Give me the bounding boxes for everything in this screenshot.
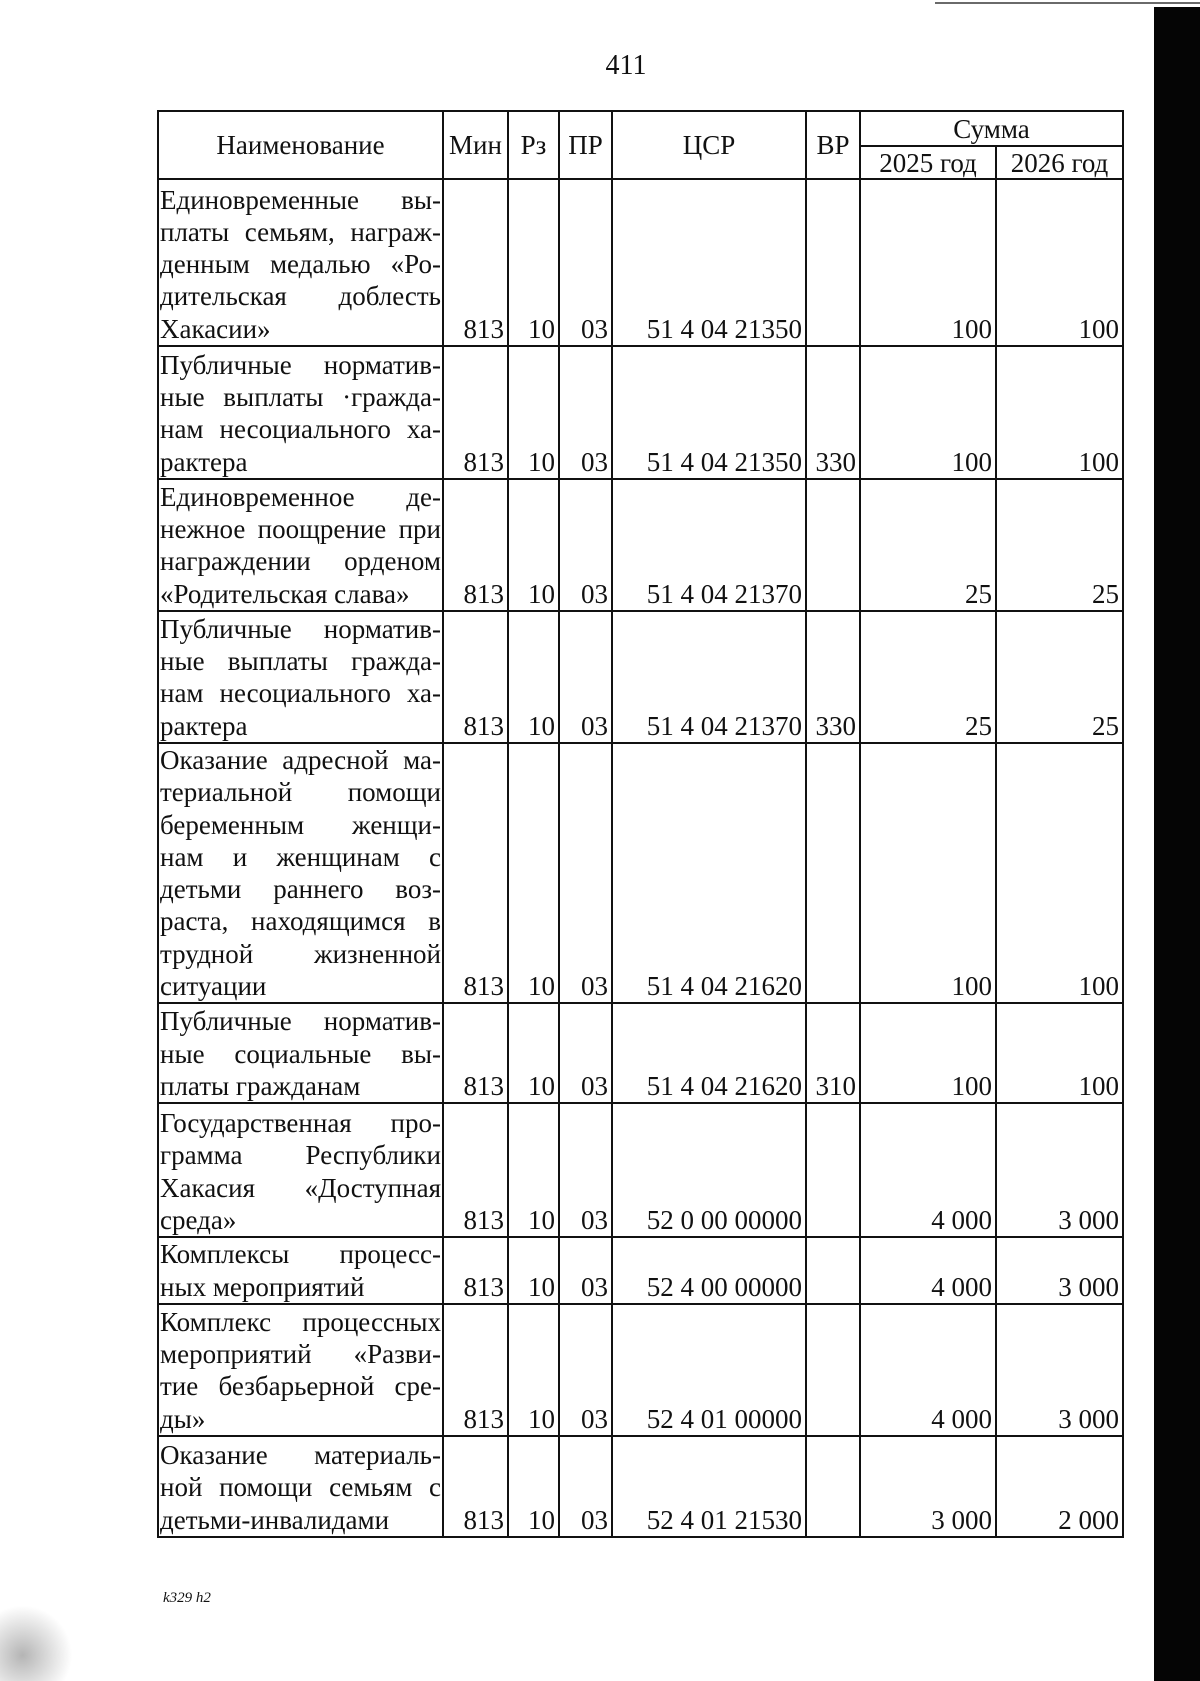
budget-table: [157, 110, 1124, 1538]
vr-cell: [806, 743, 860, 1003]
name-line: Оказание адресной ма-: [160, 745, 441, 775]
name-line: Публичные норматив-: [160, 613, 441, 644]
rz-cell: 10: [508, 1003, 559, 1103]
pr-cell: 03: [559, 743, 612, 1003]
name-cell: [158, 1103, 443, 1237]
pr-cell: 03: [559, 479, 612, 611]
name-line: детьми-инвалидами: [160, 1504, 390, 1535]
name-line: нежное поощрение при: [160, 514, 441, 545]
pr-cell: 03: [559, 1003, 612, 1103]
table-row: [158, 346, 1123, 479]
name-line: среда»: [160, 1205, 237, 1236]
footer-code: k329 h2: [163, 1590, 211, 1606]
amount-2025-cell: 3 000: [860, 1436, 996, 1537]
csr-cell: 51 4 04 21370: [612, 479, 806, 611]
name-cell: [158, 1436, 443, 1537]
header-name: Наименование: [158, 111, 443, 179]
name-line: ной помощи семьям с: [160, 1472, 441, 1503]
name-line: платы гражданам: [160, 1071, 361, 1102]
header-rz: Рз: [508, 111, 559, 179]
amount-2025-cell: 25: [860, 611, 996, 743]
rz-cell: 10: [508, 346, 559, 479]
header-pr: ПР: [559, 111, 612, 179]
csr-cell: 52 4 01 21530: [612, 1436, 806, 1537]
header-row: [158, 111, 1123, 146]
csr-cell: 52 0 00 00000: [612, 1103, 806, 1237]
csr-cell: 51 4 04 21350: [612, 346, 806, 479]
name-line: Комплексы процесс-: [160, 1239, 441, 1270]
amount-2026-cell: 100: [996, 346, 1123, 479]
vr-cell: [806, 1436, 860, 1537]
amount-2026-cell: 25: [996, 611, 1123, 743]
pr-cell: 03: [559, 179, 612, 346]
min-cell: 813: [443, 1103, 508, 1237]
pr-cell: 03: [559, 346, 612, 479]
amount-2025-cell: 100: [860, 743, 996, 1003]
name-cell: [158, 1304, 443, 1436]
table-body: [158, 179, 1123, 1537]
name-line: ды»: [160, 1403, 206, 1434]
table-row: [158, 1304, 1123, 1436]
table-row: [158, 1436, 1123, 1537]
pr-cell: 03: [559, 611, 612, 743]
name-line: Комплекс процессных: [160, 1306, 441, 1337]
table-row: [158, 743, 1123, 1003]
table-row: [158, 479, 1123, 611]
pr-cell: 03: [559, 1237, 612, 1304]
name-line: ных мероприятий: [160, 1271, 365, 1302]
table-row: [158, 1003, 1123, 1103]
name-line: беременным женщи-: [160, 809, 441, 840]
name-cell: [158, 1237, 443, 1304]
name-line: нам и женщинам с: [160, 841, 441, 872]
amount-2026-cell: 3 000: [996, 1103, 1123, 1237]
name-line: «Родительская слава»: [160, 578, 410, 609]
table-row: [158, 1237, 1123, 1304]
pr-cell: 03: [559, 1436, 612, 1537]
csr-cell: 51 4 04 21620: [612, 1003, 806, 1103]
header-csr: ЦСР: [612, 111, 806, 179]
rz-cell: 10: [508, 743, 559, 1003]
header-vr: ВР: [806, 111, 860, 179]
name-line: Единовременные вы-: [160, 184, 441, 215]
min-cell: 813: [443, 346, 508, 479]
vr-cell: [806, 1237, 860, 1304]
amount-2026-cell: 100: [996, 743, 1123, 1003]
name-line: раста, находящимся в: [160, 906, 441, 937]
rz-cell: 10: [508, 1436, 559, 1537]
name-line: Публичные норматив-: [160, 349, 441, 380]
amount-2026-cell: 100: [996, 179, 1123, 346]
name-line: денным медалью «Ро-: [160, 249, 441, 280]
min-cell: 813: [443, 1003, 508, 1103]
vr-cell: 330: [806, 611, 860, 743]
name-cell: [158, 179, 443, 346]
name-cell: [158, 611, 443, 743]
name-line: дительская доблесть: [160, 281, 441, 312]
csr-cell: 51 4 04 21620: [612, 743, 806, 1003]
csr-cell: 51 4 04 21370: [612, 611, 806, 743]
amount-2026-cell: 100: [996, 1003, 1123, 1103]
min-cell: 813: [443, 479, 508, 611]
amount-2025-cell: 100: [860, 1003, 996, 1103]
name-line: рактера: [160, 710, 248, 741]
amount-2025-cell: 4 000: [860, 1237, 996, 1304]
vr-cell: 330: [806, 346, 860, 479]
rz-cell: 10: [508, 1237, 559, 1304]
name-line: Публичные норматив-: [160, 1006, 441, 1037]
name-line: ные социальные вы-: [160, 1038, 441, 1069]
amount-2025-cell: 4 000: [860, 1103, 996, 1237]
amount-2025-cell: 4 000: [860, 1304, 996, 1436]
pr-cell: 03: [559, 1304, 612, 1436]
name-line: Хакасии»: [160, 313, 271, 344]
name-line: трудной жизненной: [160, 938, 441, 969]
name-cell: [158, 743, 443, 1003]
name-line: Оказание материаль-: [160, 1440, 441, 1471]
name-line: детьми раннего воз-: [160, 874, 441, 905]
name-line: нам несоциального ха-: [160, 414, 441, 445]
vr-cell: [806, 179, 860, 346]
page-number: 411: [605, 50, 647, 81]
vr-cell: 310: [806, 1003, 860, 1103]
rz-cell: 10: [508, 611, 559, 743]
scan-noise: [0, 1595, 75, 1681]
rz-cell: 10: [508, 1304, 559, 1436]
csr-cell: 52 4 00 00000: [612, 1237, 806, 1304]
name-cell: [158, 1003, 443, 1103]
name-line: Государственная про-: [160, 1108, 441, 1139]
name-line: ные выплаты ·гражда-: [160, 382, 441, 413]
amount-2026-cell: 3 000: [996, 1237, 1123, 1304]
name-line: Единовременное де-: [160, 481, 441, 512]
name-line: Хакасия «Доступная: [160, 1172, 441, 1203]
min-cell: 813: [443, 179, 508, 346]
amount-2026-cell: 2 000: [996, 1436, 1123, 1537]
min-cell: 813: [443, 1304, 508, 1436]
name-line: ситуации: [160, 971, 267, 1002]
vr-cell: [806, 1304, 860, 1436]
amount-2025-cell: 25: [860, 479, 996, 611]
min-cell: 813: [443, 743, 508, 1003]
header-year-2026: 2026 год: [996, 146, 1123, 179]
pr-cell: 03: [559, 1103, 612, 1237]
csr-cell: 52 4 01 00000: [612, 1304, 806, 1436]
name-line: награждении орденом: [160, 546, 441, 577]
name-line: териальной помощи: [160, 777, 441, 808]
scan-dark-edge: [1154, 7, 1200, 1681]
table-header: [158, 111, 1123, 179]
amount-2026-cell: 3 000: [996, 1304, 1123, 1436]
min-cell: 813: [443, 611, 508, 743]
name-line: ные выплаты гражда-: [160, 646, 441, 677]
scan-top-edge-line: [935, 2, 1200, 4]
header-year-2025: 2025 год: [860, 146, 996, 179]
table-row: [158, 179, 1123, 346]
name-cell: [158, 479, 443, 611]
table-row: [158, 1103, 1123, 1237]
amount-2025-cell: 100: [860, 179, 996, 346]
name-cell: [158, 346, 443, 479]
rz-cell: 10: [508, 179, 559, 346]
name-line: тие безбарьерной сре-: [160, 1371, 441, 1402]
csr-cell: 51 4 04 21350: [612, 179, 806, 346]
table-row: [158, 611, 1123, 743]
rz-cell: 10: [508, 1103, 559, 1237]
min-cell: 813: [443, 1436, 508, 1537]
name-line: грамма Республики: [160, 1140, 441, 1171]
vr-cell: [806, 1103, 860, 1237]
name-line: рактера: [160, 446, 248, 477]
name-line: нам несоциального ха-: [160, 678, 441, 709]
amount-2026-cell: 25: [996, 479, 1123, 611]
header-sum: Сумма: [860, 111, 1123, 146]
min-cell: 813: [443, 1237, 508, 1304]
rz-cell: 10: [508, 479, 559, 611]
header-min: Мин: [443, 111, 508, 179]
name-line: платы семьям, награж-: [160, 216, 441, 247]
amount-2025-cell: 100: [860, 346, 996, 479]
vr-cell: [806, 479, 860, 611]
name-line: мероприятий «Разви-: [160, 1339, 441, 1370]
